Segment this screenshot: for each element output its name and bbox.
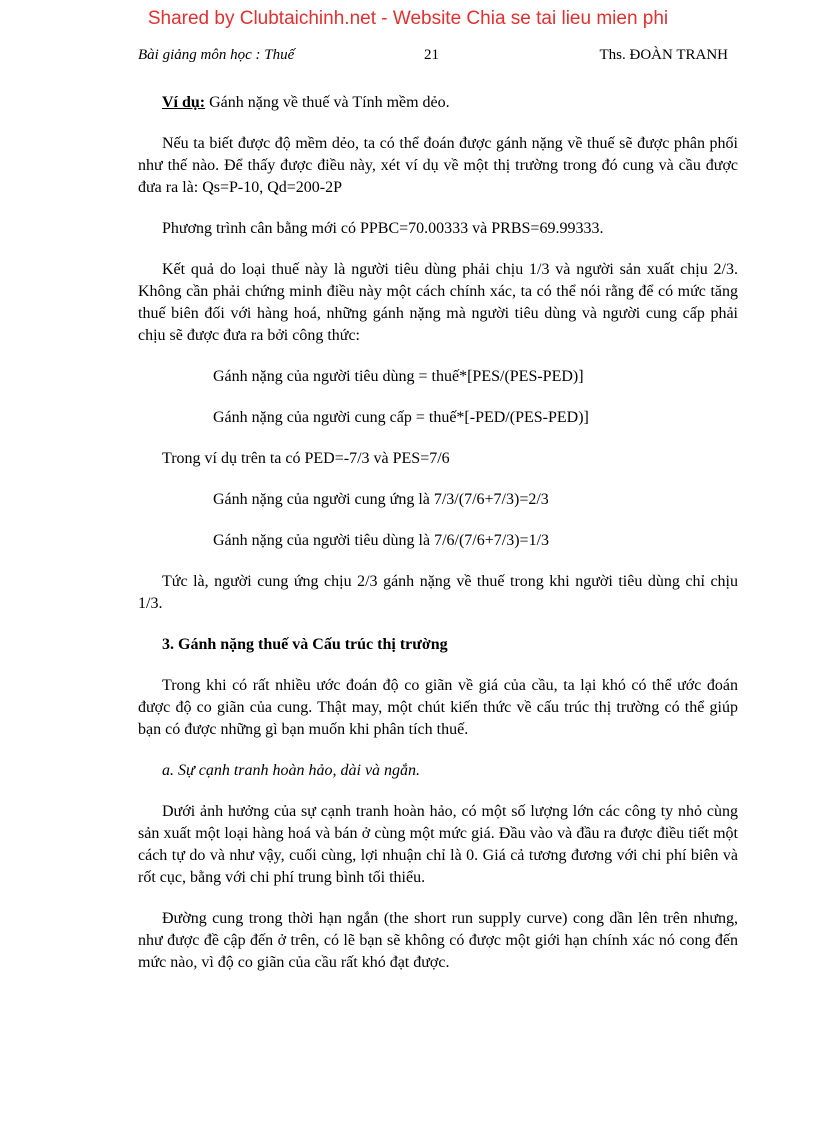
formula-supplier-burden: Gánh nặng của người cung cấp = thuế*[-PED/(PES-PED)]	[213, 409, 589, 426]
example-heading	[138, 92, 738, 114]
example-label: Ví dụ:	[162, 94, 206, 111]
example-title: Gánh nặng về thuế và Tính mềm dẻo.	[205, 94, 450, 111]
paragraph-perfect-competition: Dưới ảnh hưởng của sự cạnh tranh hoàn hảo, có một số lượng lớn các công ty nhỏ cùng sản xuất một loại hàng hoá và bán ở cùng một mức giá. Đầu vào và đầu ra được điều tiết một cách tự do và như vậy, cuối cùng, lợi nhuận chỉ là 0. Giá cả tương đương với chi phí biên và rốt cục, bằng với chi phí trung bình tối thiểu.	[138, 803, 738, 886]
section-heading: 3. Gánh nặng thuế và Cấu trúc thị trường	[162, 636, 448, 653]
subsection-heading: a. Sự cạnh tranh hoàn hảo, dài và ngắn.	[162, 762, 421, 779]
page-number: 21	[424, 47, 439, 63]
paragraph-section-intro: Trong khi có rất nhiều ước đoán độ co giãn về giá của cầu, ta lại khó có thể ước đoán được độ co giãn của cung. Thật may, một chút kiến thức về cấu trúc thị trường có thể giúp bạn có được những gì bạn muốn khi phân tích thuế.	[138, 677, 738, 738]
paragraph-intro: Nếu ta biết được độ mềm dẻo, ta có thể đoán được gánh nặng về thuế sẽ được phân phối như thế nào. Để thấy được điều này, xét ví dụ về một thị trường trong đó cung và cầu được đưa ra là: Qs=P-10, Qd=200-2P	[138, 135, 738, 196]
watermark-banner: Shared by Clubtaichinh.net - Website Chia se tai lieu mien phi	[147, 8, 669, 29]
paragraph-conclusion: Tức là, người cung ứng chịu 2/3 gánh nặng về thuế trong khi người tiêu dùng chỉ chịu 1/3.	[138, 573, 738, 612]
author-name: Ths. ĐOÀN TRANH	[599, 47, 728, 63]
paragraph-equilibrium: Phương trình cân bằng mới có PPBC=70.00333 và PRBS=69.99333.	[162, 220, 604, 237]
course-title: Bài giảng môn học : Thuế	[138, 47, 295, 63]
result-supplier-burden: Gánh nặng của người cung ứng là 7/3/(7/6+7/3)=2/3	[213, 491, 549, 508]
result-consumer-burden: Gánh nặng của người tiêu dùng là 7/6/(7/6+7/3)=1/3	[213, 532, 550, 549]
document-body	[138, 92, 738, 993]
formula-consumer-burden: Gánh nặng của người tiêu dùng = thuế*[PES/(PES-PED)]	[213, 368, 584, 385]
page-header	[138, 47, 728, 67]
paragraph-supply-curve: Đường cung trong thời hạn ngắn (the short run supply curve) cong dần lên trên nhưng, như được đề cập đến ở trên, có lẽ bạn sẽ không có được một giới hạn chính xác nó cong đến mức nào, vì độ co giãn của cầu rất khó đạt được.	[138, 910, 738, 971]
paragraph-elasticities: Trong ví dụ trên ta có PED=-7/3 và PES=7/6	[162, 450, 450, 467]
paragraph-result: Kết quả do loại thuế này là người tiêu dùng phải chịu 1/3 và người sản xuất chịu 2/3. Không cần phải chứng minh điều này một cách chính xác, ta có thể nói rằng để có mức tăng thuế biên đối với hàng hoá, những gánh nặng mà người tiêu dùng và người cung cấp phải chịu sẽ được đưa ra bởi công thức:	[138, 261, 738, 344]
